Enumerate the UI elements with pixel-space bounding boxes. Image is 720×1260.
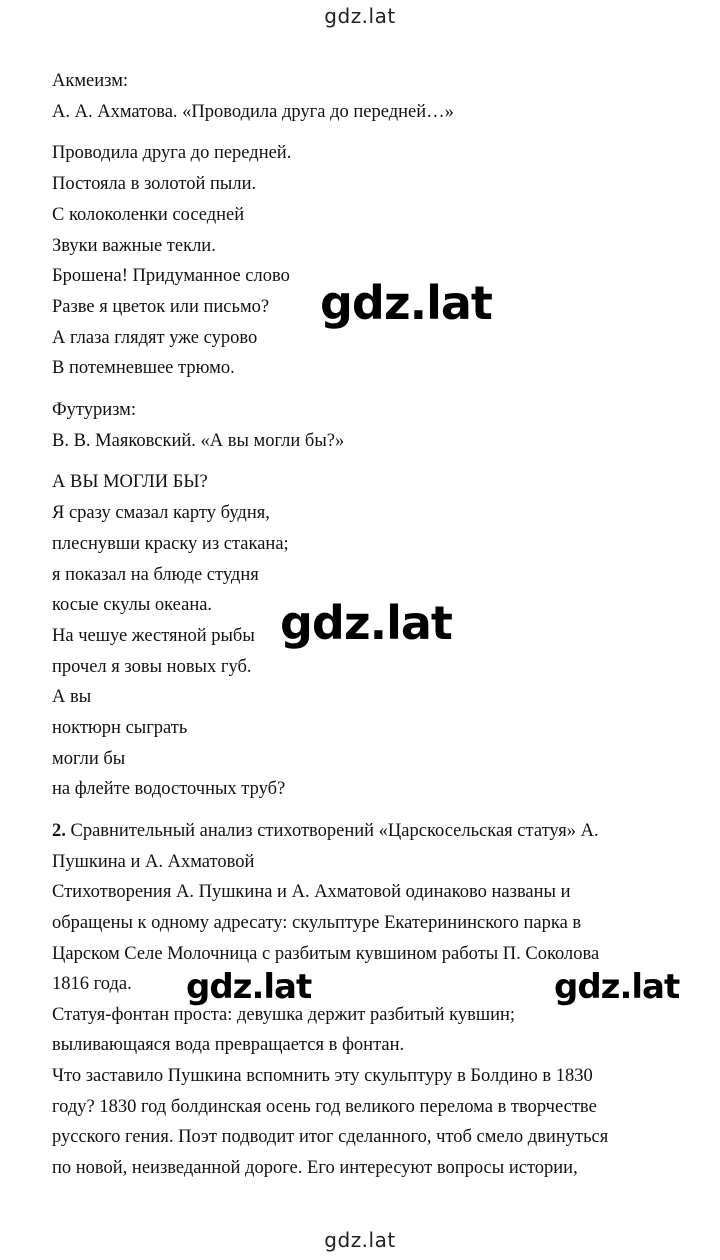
paragraph-line: 1816 года. [52,974,132,995]
task-title-text: Сравнительный анализ стихотворений «Царскосельская статуя» А. [65,821,599,842]
paragraph-line: Что заставило Пушкина вспомнить эту скульптуру в Болдино в 1830 [52,1065,593,1086]
paragraph-line: Царском Селе Молочница с разбитым кувшином работы П. Соколова [52,943,600,964]
paragraph-line: выливающаяся вода превращается в фонтан. [52,1035,405,1056]
paragraph-line: по новой, неизведанной дороге. Его интересуют вопросы истории, [52,1157,578,1178]
poem-line: на флейте водосточных труб? [52,779,286,800]
poem-line: прочел я зовы новых губ. [52,656,252,677]
poem-line: Брошена! Придуманное слово [52,266,290,287]
author-line-akhmatova: А. А. Ахматова. «Проводила друга до передней…» [52,101,454,122]
poem-akhmatova [52,138,692,384]
poem-line: Я сразу смазал карту будня, [52,503,270,524]
paragraph-line: году? 1830 год болдинская осень год великого перелома в творчестве [52,1096,597,1117]
poem-line: я показал на блюде студня [52,564,259,585]
paragraph-line: русского гения. Поэт подводит итог сделанного, чтоб смело двинуться [52,1127,609,1148]
watermark-logo: gdz.lat [274,600,458,646]
task-title-continued: Пушкина и А. Ахматовой [52,851,255,872]
section-heading-acmeism: Акмеизм: [52,71,129,91]
author-line-mayakovsky: В. В. Маяковский. «А вы могли бы?» [52,430,345,451]
poem-title: А ВЫ МОГЛИ БЫ? [52,472,208,493]
paragraph-line: Статуя-фонтан проста: девушка держит разбитый кувшин; [52,1004,516,1025]
site-header: gdz.lat [324,4,396,28]
task-title [52,816,692,847]
paragraph-line: Стихотворения А. Пушкина и А. Ахматовой одинаково названы и [52,882,571,903]
poem-line: А глаза глядят уже сурово [52,327,258,348]
poem-line: ноктюрн сыграть [52,718,188,739]
paragraph-line: обращены к одному адресату: скульптуре Екатерининского парка в [52,912,582,933]
watermark-logo: gdz.lat [548,970,685,1004]
poem-line: плеснувши краску из стакана; [52,533,289,554]
site-footer: gdz.lat [324,1228,396,1252]
poem-line: А вы [52,687,92,708]
poem-line: В потемневшее трюмо. [52,358,235,379]
task-number: 2. [52,821,66,842]
poem-line: Звуки важные текли. [52,235,216,256]
poem-line: Проводила друга до передней. [52,143,292,164]
watermark-logo: gdz.lat [180,970,317,1004]
watermark-logo: gdz.lat [314,280,498,326]
section-heading-futurism: Футуризм: [52,400,136,421]
poem-line: Постояла в золотой пыли. [52,174,257,195]
poem-line: Разве я цветок или письмо? [52,296,270,317]
poem-line: С колоколенки соседней [52,204,245,225]
poem-line: На чешуе жестяной рыбы [52,625,255,646]
poem-line: косые скулы океана. [52,595,213,616]
poem-line: могли бы [52,748,126,769]
